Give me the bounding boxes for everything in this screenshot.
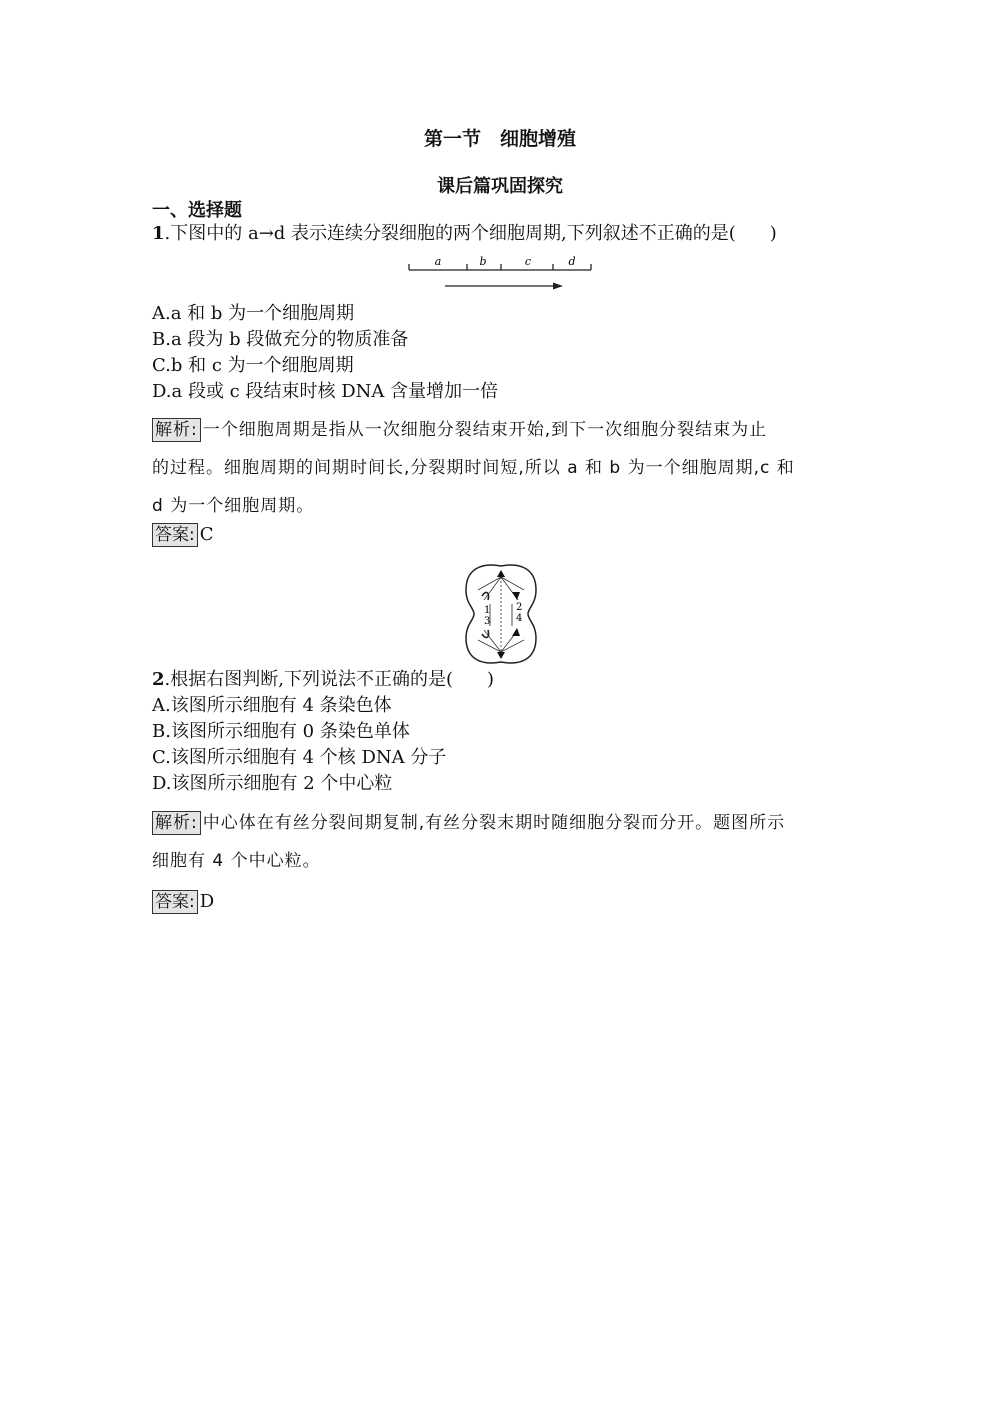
answer-tag: 答案: [152, 890, 198, 914]
answer-value: C [199, 524, 214, 545]
section-heading: 一、选择题 [152, 200, 242, 221]
analysis-line: d 为一个细胞周期。 [152, 496, 315, 516]
mitosis-cell-figure [460, 560, 542, 668]
page-subtitle: 课后篇巩固探究 [437, 176, 563, 197]
q2-analysis [152, 804, 852, 880]
question-paren-close: ) [769, 223, 777, 244]
q1-option-d: D.a 段或 c 段结束时核 DNA 含量增加一倍 [152, 381, 499, 402]
chapter-title: 第一节 细胞增殖 [423, 128, 576, 150]
analysis-line: 解析: 一个细胞周期是指从一次细胞分裂结束开始,到下一次细胞分裂结束为止 [152, 411, 852, 449]
centriole-top-icon [497, 570, 505, 577]
chromosome-label-4: 4 [516, 613, 523, 624]
segment-label-b: b [479, 255, 487, 268]
question-1-stem [152, 222, 777, 246]
q1-option-a: A.a 和 b 为一个细胞周期 [152, 303, 355, 324]
q2-option-c: C.该图所示细胞有 4 个核 DNA 分子 [152, 747, 447, 768]
centriole-bottom-icon [497, 652, 505, 659]
question-number: 1 [152, 223, 165, 244]
question-text: .下图中的 a→d 表示连续分裂细胞的两个细胞周期,下列叙述不正确的是( [164, 223, 736, 244]
q2-answer [152, 890, 214, 914]
analysis-line: 解析: 中心体在有丝分裂间期复制,有丝分裂末期时随细胞分裂而分开。题图所示 [152, 804, 852, 842]
analysis-line: 细胞有 4 个中心粒。 [152, 851, 321, 871]
q1-option-b: B.a 段为 b 段做充分的物质准备 [152, 329, 409, 350]
q2-option-b: B.该图所示细胞有 0 条染色单体 [152, 721, 410, 742]
answer-tag: 答案: [152, 523, 198, 547]
q2-option-d: D.该图所示细胞有 2 个中心粒 [152, 773, 393, 794]
question-number: 2 [152, 669, 165, 690]
question-paren-close: ) [487, 669, 495, 690]
analysis-tag: 解析: [152, 811, 201, 835]
q1-answer [152, 523, 214, 547]
q1-option-c: C.b 和 c 为一个细胞周期 [152, 355, 354, 376]
arrow-head-icon [553, 283, 563, 290]
chromosome-label-2: 2 [516, 602, 523, 613]
question-text: .根据右图判断,下列说法不正确的是( [164, 669, 453, 690]
segment-label-c: c [524, 255, 532, 268]
cell-cycle-timeline-figure [405, 252, 595, 294]
segment-label-d: d [568, 255, 576, 268]
q2-option-a: A.该图所示细胞有 4 条染色体 [152, 695, 392, 716]
answer-value: D [199, 891, 215, 912]
segment-label-a: a [434, 255, 442, 268]
question-2-stem [152, 668, 494, 692]
chromosome-label-1: 1 [484, 605, 491, 616]
chromosome-label-3: 3 [484, 616, 491, 627]
q1-analysis [152, 411, 852, 525]
analysis-tag: 解析: [152, 418, 201, 442]
analysis-line: 的过程。细胞周期的间期时间长,分裂期时间短,所以 a 和 b 为一个细胞周期,c 和 [152, 458, 795, 478]
